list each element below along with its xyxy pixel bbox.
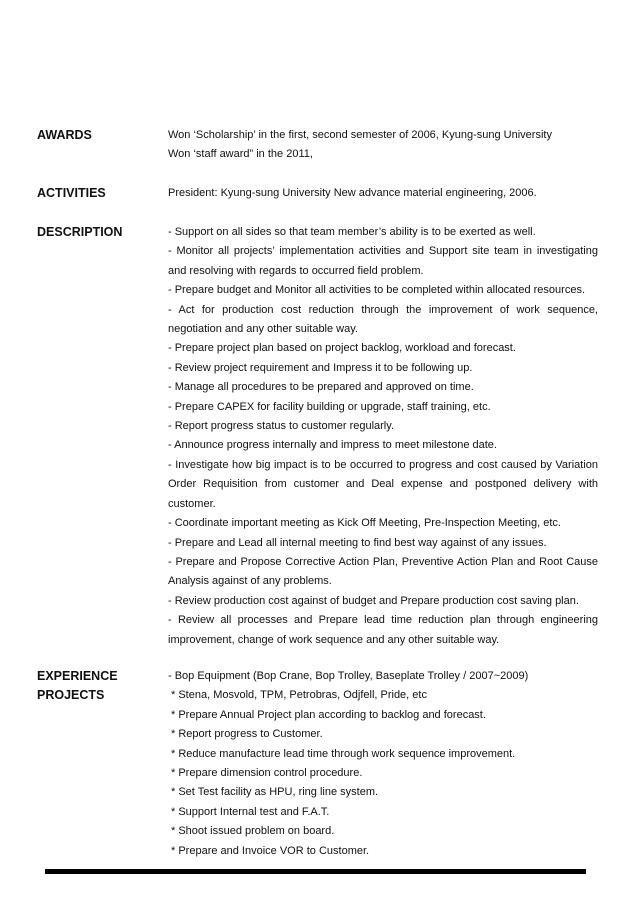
description-item: - Announce progress internally and impress to meet milestone date. [168,439,497,452]
description-item: - Support on all sides so that team member’s ability is to be exerted as well. [168,226,536,238]
description-label: DESCRIPTION [37,225,123,239]
experience-label-line1: EXPERIENCE [37,669,118,683]
activities-label: ACTIVITIES [37,186,106,200]
awards-line: Won ‘staff award” in the 2011, [168,148,313,161]
description-item: - Monitor all projects’ implementation activities and Support site team in investigating and resolving with regards to occurred field problem. [168,245,598,277]
bottom-rule [45,869,586,874]
description-item: - Review project requirement and Impress it to be following up. [168,361,473,374]
experience-item: * Prepare dimension control procedure. [171,767,363,780]
awards-content [168,126,598,165]
experience-item: * Set Test facility as HPU, ring line system. [171,786,379,799]
experience-item: * Prepare and Invoice VOR to Customer. [171,844,370,857]
description-item: - Review all processes and Prepare lead time reduction plan through engineering improvement, change of work sequence and any other suitable way. [168,614,598,646]
experience-item: * Stena, Mosvold, TPM, Petrobras, Odjfell, Pride, etc [171,689,427,702]
description-item: - Review production cost against of budget and Prepare production cost saving plan. [168,594,579,607]
experience-item: * Prepare Annual Project plan according to backlog and forecast. [171,708,486,721]
experience-item: * Shoot issued problem on board. [171,825,335,838]
description-item: - Coordinate important meeting as Kick Off Meeting, Pre-Inspection Meeting, etc. [168,517,561,530]
experience-label [37,667,118,706]
experience-header: - Bop Equipment (Bop Crane, Bop Trolley, Baseplate Trolley / 2007~2009) [168,670,529,682]
activities-content [168,184,598,203]
awards-line: Won ‘Scholarship’ in the first, second semester of 2006, Kyung-sung University [168,129,552,141]
activities-line: President: Kyung-sung University New advance material engineering, 2006. [168,187,537,199]
description-item: - Prepare and Propose Corrective Action Plan, Preventive Action Plan and Root Cause Analysis against of any problems. [168,555,598,588]
description-item: - Prepare budget and Monitor all activities to be completed within allocated resources. [168,284,586,297]
description-content [168,223,598,650]
description-item: - Prepare CAPEX for facility building or upgrade, staff training, etc. [168,400,491,413]
description-item: - Prepare and Lead all internal meeting to find best way against of any issues. [168,536,547,549]
description-item: - Act for production cost reduction through the improvement of work sequence, negotiation and any other suitable way. [168,303,598,336]
experience-label-line2: PROJECTS [37,688,105,703]
awards-label: AWARDS [37,128,92,142]
experience-content [168,667,598,861]
description-item: - Investigate how big impact is to be occurred to progress and cost caused by Variation Order Requisition from customer and Deal expense and postponed delivery with customer. [168,458,598,510]
description-item: - Report progress status to customer regularly. [168,420,394,433]
description-item: - Prepare project plan based on project backlog, workload and forecast. [168,342,516,355]
experience-item: * Report progress to Customer. [171,728,323,741]
description-item: - Manage all procedures to be prepared and approved on time. [168,381,474,394]
experience-item: * Reduce manufacture lead time through work sequence improvement. [171,747,516,760]
experience-item: * Support Internal test and F.A.T. [171,805,330,818]
